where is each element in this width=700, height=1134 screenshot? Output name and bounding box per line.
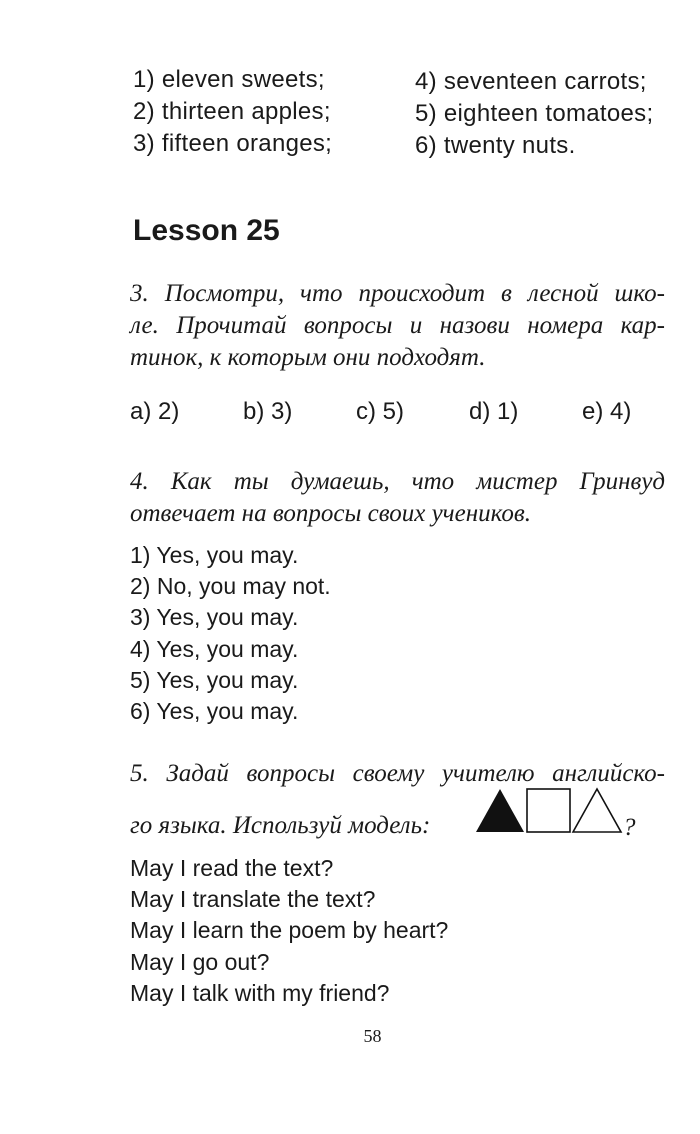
answer-line: 5) Yes, you may. [130, 666, 299, 693]
task-3-instruction [130, 278, 665, 374]
page-number: 58 [363, 1026, 382, 1046]
instruction-line: тинок, к которым они подходят. [130, 344, 486, 371]
instruction-line: отвечает на вопросы своих учеников. [130, 500, 531, 527]
lesson-title: Lesson 25 [133, 214, 280, 247]
instruction-line: 5. Задай вопросы своему учителю английско- [130, 760, 665, 787]
list-item: 1) eleven sweets; [133, 66, 325, 93]
list-item: 5) eighteen tomatoes; [415, 100, 654, 127]
answer-item: e) 4) [582, 398, 632, 425]
task-4-answers [130, 540, 331, 727]
answer-line: 3) Yes, you may. [130, 604, 299, 631]
list-item: 4) seventeen carrots; [415, 68, 647, 95]
answer-item: a) 2) [130, 398, 180, 425]
list-item: 6) twenty nuts. [415, 132, 576, 159]
answer-line: May I read the text? [130, 855, 334, 881]
list-item: 3) fifteen oranges; [133, 130, 333, 157]
answer-item: d) 1) [469, 398, 519, 425]
answer-line: 2) No, you may not. [130, 573, 331, 600]
answer-line: May I learn the poem by heart? [130, 917, 449, 944]
answer-item: b) 3) [243, 398, 293, 425]
instruction-line: 3. Посмотри, что происходит в лесной шко- [130, 280, 665, 307]
model-question-mark: ? [623, 814, 636, 841]
answer-line: 4) Yes, you may. [130, 635, 299, 662]
list-item: 2) thirteen apples; [133, 98, 331, 125]
empty-square-icon [527, 789, 570, 832]
instruction-line: 4. Как ты думаешь, что мистер Гринвуд [130, 468, 665, 495]
empty-triangle-icon [573, 789, 621, 832]
counting-list-right [415, 66, 653, 162]
instruction-line: го языка. Используй модель: [130, 812, 431, 839]
question-model-diagram [473, 786, 623, 834]
answer-line: May I translate the text? [130, 886, 376, 913]
answer-line: 6) Yes, you may. [130, 698, 299, 725]
counting-list-left [133, 64, 332, 160]
answer-line: 1) Yes, you may. [130, 542, 299, 568]
answer-line: May I talk with my friend? [130, 979, 390, 1006]
task-5-answers [130, 853, 448, 1009]
filled-triangle-icon [476, 789, 524, 832]
answer-line: May I go out? [130, 948, 270, 975]
instruction-line: ле. Прочитай вопросы и назови номера кар- [130, 312, 665, 339]
answer-item: c) 5) [356, 398, 404, 425]
task-4-instruction [130, 466, 665, 530]
